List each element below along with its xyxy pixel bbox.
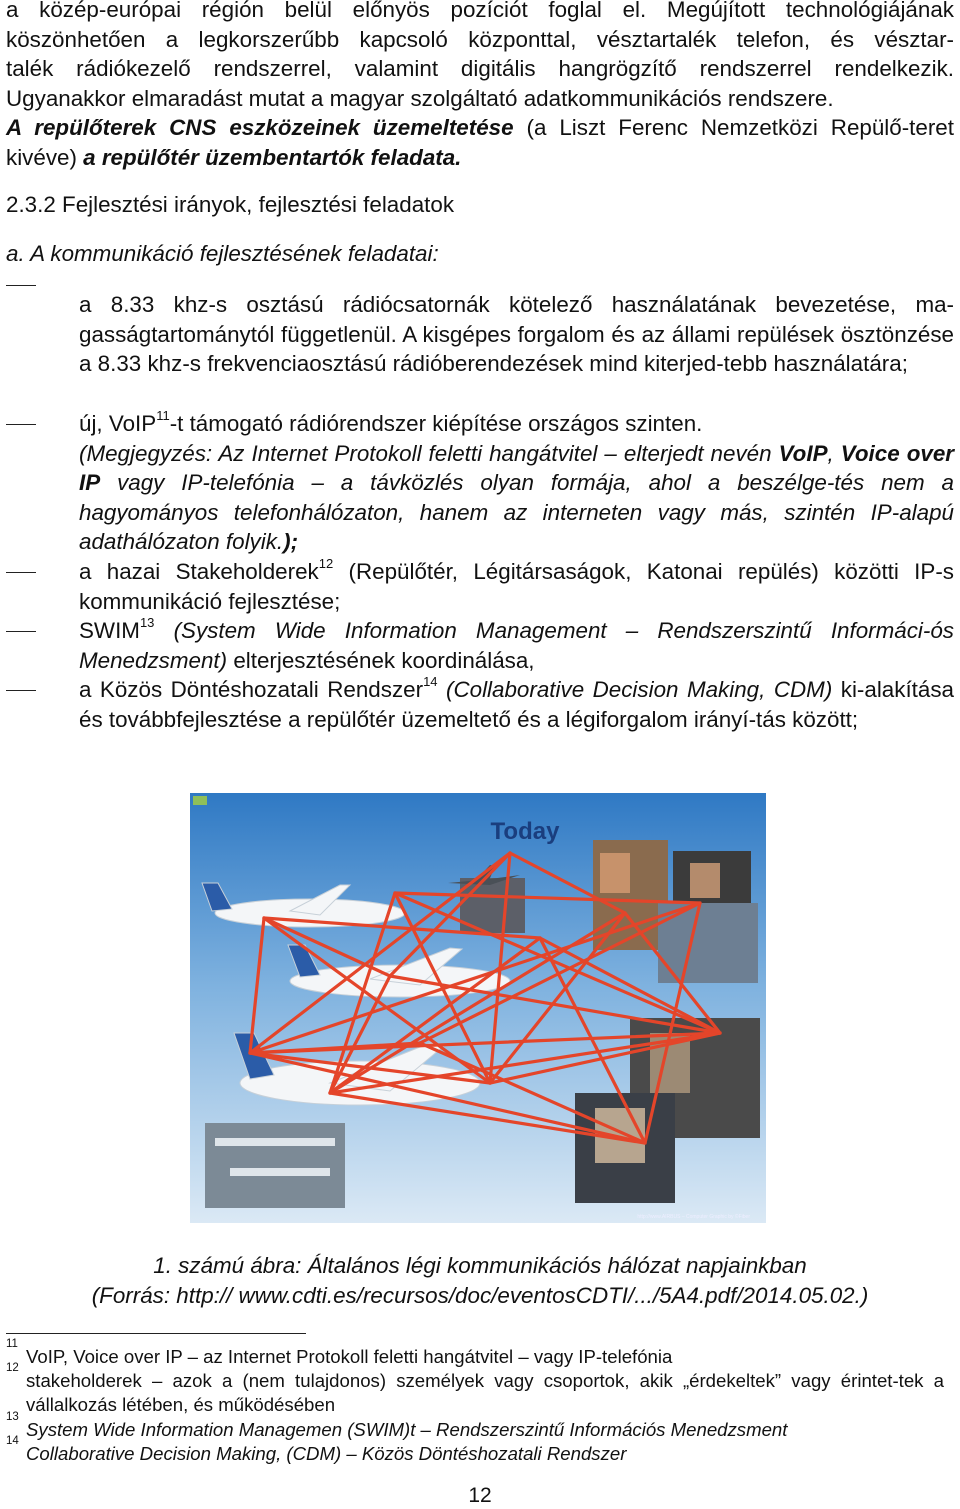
bullet-italic: (Collaborative Decision Making, CDM)	[437, 677, 833, 702]
footnote-rule	[6, 1333, 306, 1334]
footnote-ref: 13	[139, 614, 155, 630]
bullet-text: ki-alakítása és továbbfejlesztése a repülőtér üzemeltető és a légiforgalom irányí-tás között;	[79, 677, 954, 732]
intro-line: talék rádiókezelő rendszerrel, valamint digitális hangrögzítő rendszerrel rendelkezik.	[6, 56, 954, 81]
intro-paragraph	[6, 0, 954, 113]
airport-photo	[205, 1123, 345, 1208]
note-text: vagy IP-telefónia – a távközlés olyan formája, ahol a beszélge-tés nem a hagyományos telefonhálózaton, hanem az interneten vagy más, szintén IP-alapú adathálózaton folyik.	[79, 470, 954, 554]
bullet-text: (Repülőtér, Légitársaságok, Katonai repülés) közötti IP-s kommunikáció fejlesztése;	[79, 559, 954, 614]
bullet-item	[79, 616, 954, 675]
intro-line: a közép-európai régión belül előnyös pozíciót foglal el. Megújított technológiájának	[6, 0, 954, 22]
note-block	[79, 439, 954, 557]
bullet-item: a 8.33 khz-s osztású rádiócsatornák kötelező használatának bevezetése, ma-gasságtartománytól függetlenül. A kisgépes forgalom és az állami repülések ösztönzése a 8.33 khz-s frekvenciaosztású rádióberendezések mind kiterjed-tebb használatára;	[79, 292, 954, 376]
dash-bullet	[6, 572, 36, 573]
figure-credit: http://www.AIRBUS – Computer Graphic by ©Fiber	[637, 1214, 750, 1220]
photo-thumbnail	[600, 853, 630, 893]
note-bold: Voice over IP	[79, 440, 954, 495]
note-end: );	[283, 529, 299, 554]
note-text: ,	[827, 440, 841, 466]
bullet-text: SWIM	[79, 618, 140, 643]
footnote-text: VoIP, Voice over IP – az Internet Protokoll feletti hangátvitel – vagy IP-telefónia	[26, 1346, 673, 1367]
bullet-text: elterjesztésének koordinálása,	[227, 647, 535, 673]
airport-photo	[230, 1168, 330, 1176]
bullet-text: új, VoIP	[79, 411, 157, 436]
network-figure	[190, 793, 766, 1223]
cns-bold-text-2: a repülőtér üzembentartók feladata.	[83, 144, 462, 170]
footnote-text: stakeholderek – azok a (nem tulajdonos) személyek vagy csoportok, akik „érdekeltek” vagy érintet-tek a vállalkozás létében, és működésében	[26, 1370, 944, 1415]
footnote-ref: 11	[156, 407, 170, 423]
bullet-item	[79, 557, 954, 616]
dash-bullet	[6, 285, 36, 286]
airport-photo	[215, 1138, 335, 1146]
bullet-italic: (System Wide Information Management – Rendszerszintű Informáci-ós Menedzsment)	[79, 618, 954, 673]
corner-mark	[193, 796, 207, 805]
footnote: 14 Collaborative Decision Making, (CDM) – Közös Döntéshozatali Rendszer	[6, 1435, 627, 1464]
figure-title: Today	[490, 818, 560, 845]
cns-bold-text: A repülőterek CNS eszközeinek üzemeltetése	[6, 115, 514, 140]
bullet-text: -t támogató rádiórendszer kiépítése országos szinten.	[169, 411, 703, 436]
cns-normal-text: (a Liszt Ferenc Nemzetközi Repülő-teret kivéve)	[6, 115, 954, 170]
page-number: 12	[468, 1484, 492, 1507]
footnote: 11 VoIP, Voice over IP – az Internet Protokoll feletti hangátvitel – vagy IP-telefónia	[6, 1338, 673, 1367]
bullet-item	[79, 675, 954, 734]
note-bold: VoIP	[778, 440, 828, 466]
dash-bullet	[6, 424, 36, 425]
intro-line: Ugyanakkor elmaradást mutat a magyar szolgáltató adatkommunikációs rendszere.	[6, 85, 834, 111]
footnote-ref: 12	[318, 555, 334, 571]
note-text: (Megjegyzés: Az Internet Protokoll feletti hangátvitel – elterjedt nevén	[79, 440, 779, 466]
bullet-text: a Közös Döntéshozatali Rendszer	[79, 677, 424, 702]
figure-source: (Forrás: http:// www.cdti.es/recursos/doc/eventosCDTI/.../5A4.pdf/2014.05.02.)	[91, 1283, 869, 1308]
footnote-text: System Wide Information Managemen (SWIM)t – Rendszerszintű Információs Menedzsment	[26, 1419, 788, 1440]
figure-caption: 1. számú ábra: Általános légi kommunikációs hálózat napjainkban	[153, 1253, 807, 1278]
section-heading: 2.3.2 Fejlesztési irányok, fejlesztési feladatok	[6, 192, 455, 217]
footnote-ref: 14	[423, 673, 438, 689]
dash-bullet	[6, 690, 36, 691]
footnote: 13 System Wide Information Managemen (SWIM)t – Rendszerszintű Információs Menedzsment	[6, 1411, 788, 1440]
bullet-text: a hazai Stakeholderek	[79, 559, 319, 584]
subheading: a. A kommunikáció fejlesztésének feladatai:	[6, 241, 439, 266]
footnote: 12 stakeholderek – azok a (nem tulajdonos) személyek vagy csoportok, akik „érdekeltek” vagy érintet-tek a vállalkozás létében, és működésében	[6, 1362, 944, 1415]
dash-bullet	[6, 631, 36, 632]
photo-thumbnail	[690, 863, 720, 898]
footnote-text: Collaborative Decision Making, (CDM) – Közös Döntéshozatali Rendszer	[26, 1443, 627, 1464]
intro-line: köszönhetően a legkorszerűbb kapcsoló központtal, vésztartalék telefon, és vésztar-	[6, 26, 954, 52]
bullet-item	[79, 409, 954, 557]
cns-paragraph	[6, 113, 954, 172]
